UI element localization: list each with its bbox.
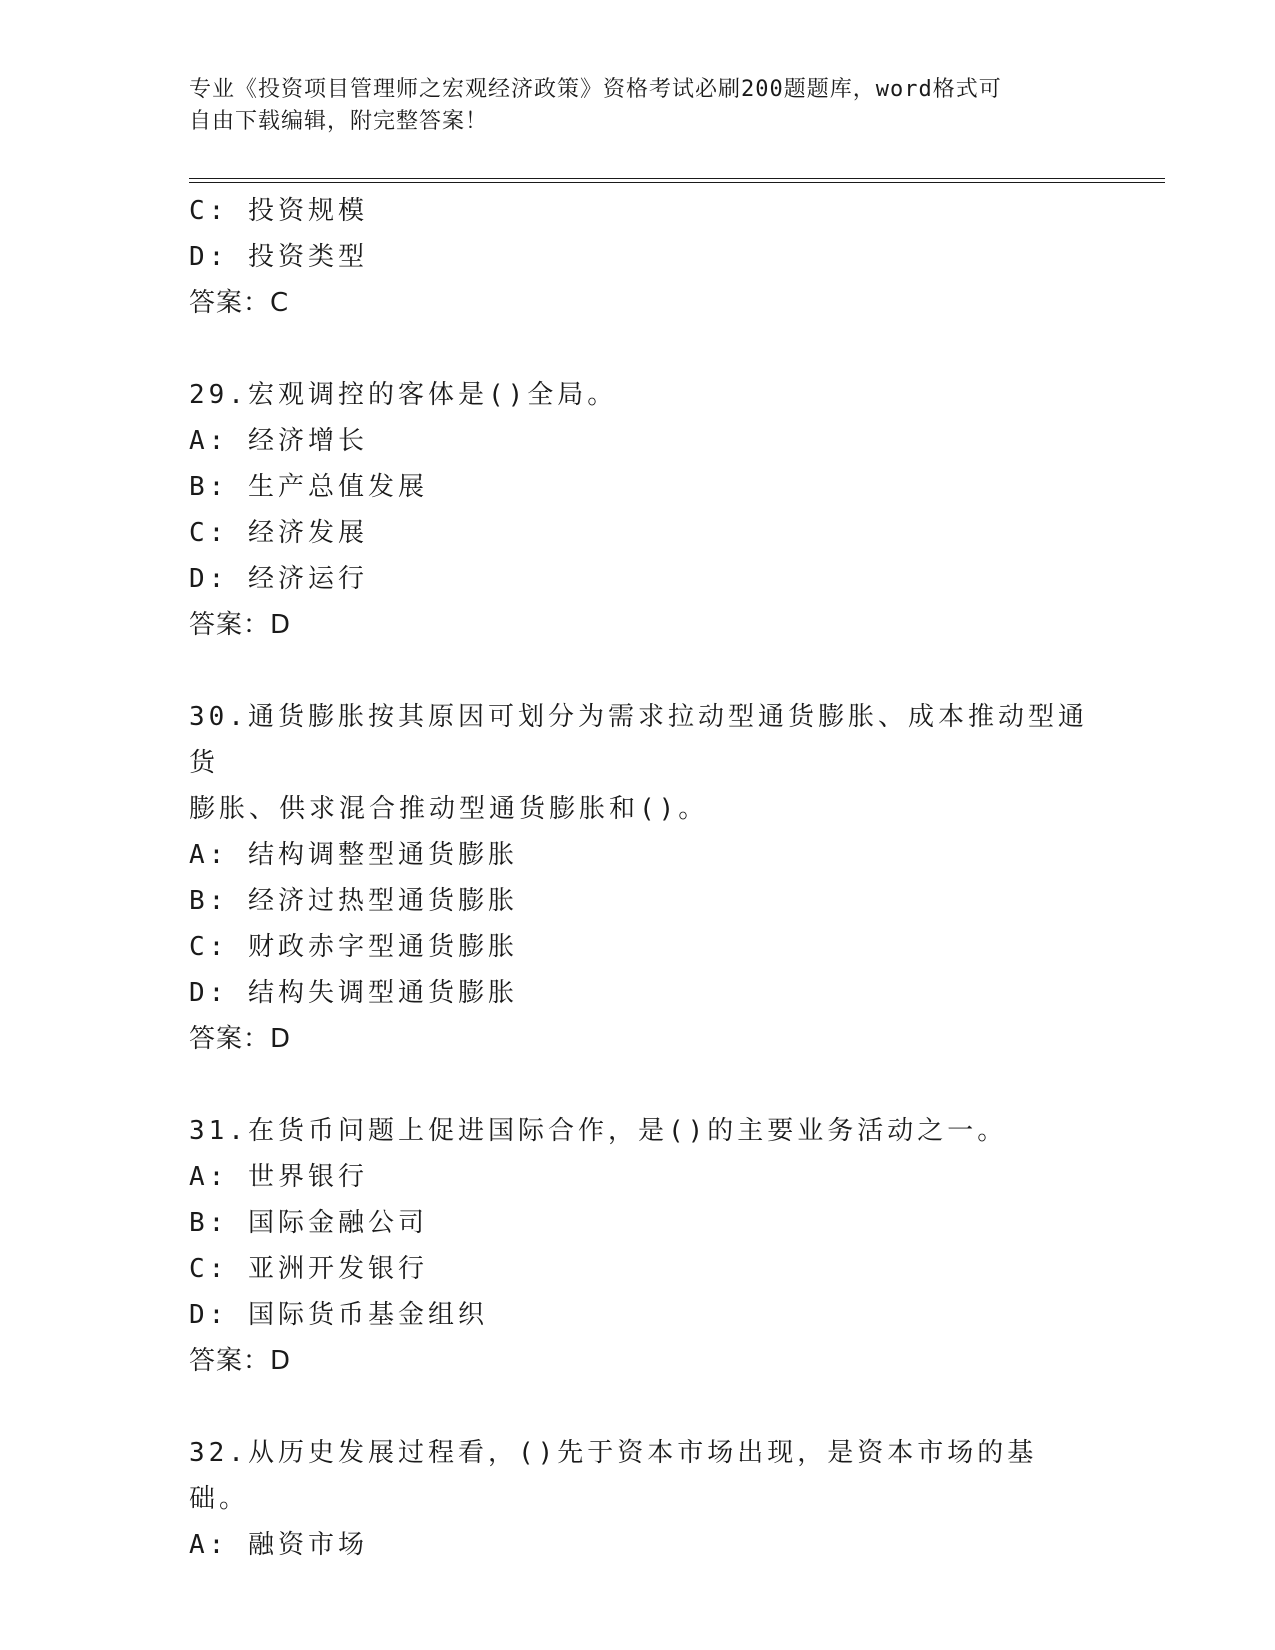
question-stem-line-2: 膨胀、供求混合推动型通货膨胀和()。 xyxy=(189,794,709,824)
question-30 xyxy=(189,694,1089,1062)
spacer xyxy=(189,326,1089,372)
spacer xyxy=(189,648,1089,694)
option-d: D: 投资类型 xyxy=(189,242,368,272)
header-line-2: 自由下载编辑，附完整答案！ xyxy=(189,109,489,134)
question-32 xyxy=(189,1430,1089,1568)
spacer xyxy=(189,1062,1089,1108)
answer-line: 答案：D xyxy=(189,610,292,640)
spacer xyxy=(189,1384,1089,1430)
question-list xyxy=(189,188,1089,1568)
question-stem: 29.宏观调控的客体是()全局。 xyxy=(189,380,618,410)
header-line-1: 专业《投资项目管理师之宏观经济政策》资格考试必刷200题题库，word格式可 xyxy=(189,77,1002,102)
option-a: A: 世界银行 xyxy=(189,1162,368,1192)
option-d: D: 经济运行 xyxy=(189,564,368,594)
question-stem: 32.从历史发展过程看，()先于资本市场出现，是资本市场的基础。 xyxy=(189,1438,1038,1514)
option-d: D: 国际货币基金组织 xyxy=(189,1300,488,1330)
option-c: C: 亚洲开发银行 xyxy=(189,1254,428,1284)
option-c: C: 投资规模 xyxy=(189,196,368,226)
answer-line: 答案：C xyxy=(189,288,290,318)
option-c: C: 财政赤字型通货膨胀 xyxy=(189,932,518,962)
answer-line: 答案：D xyxy=(189,1024,292,1054)
header-divider-top xyxy=(189,178,1165,179)
option-a: A: 经济增长 xyxy=(189,426,368,456)
option-a: A: 融资市场 xyxy=(189,1530,368,1560)
question-stem: 31.在货币问题上促进国际合作，是()的主要业务活动之一。 xyxy=(189,1116,1008,1146)
option-b: B: 国际金融公司 xyxy=(189,1208,428,1238)
option-a: A: 结构调整型通货膨胀 xyxy=(189,840,518,870)
page-header xyxy=(189,74,1089,138)
option-b: B: 生产总值发展 xyxy=(189,472,428,502)
question-29 xyxy=(189,372,1089,648)
previous-question-tail xyxy=(189,188,1089,326)
answer-line: 答案：D xyxy=(189,1346,292,1376)
header-divider-bottom xyxy=(189,182,1165,183)
option-c: C: 经济发展 xyxy=(189,518,368,548)
option-b: B: 经济过热型通货膨胀 xyxy=(189,886,518,916)
question-31 xyxy=(189,1108,1089,1384)
question-stem-line-1: 30.通货膨胀按其原因可划分为需求拉动型通货膨胀、成本推动型通货 xyxy=(189,702,1088,778)
option-d: D: 结构失调型通货膨胀 xyxy=(189,978,518,1008)
